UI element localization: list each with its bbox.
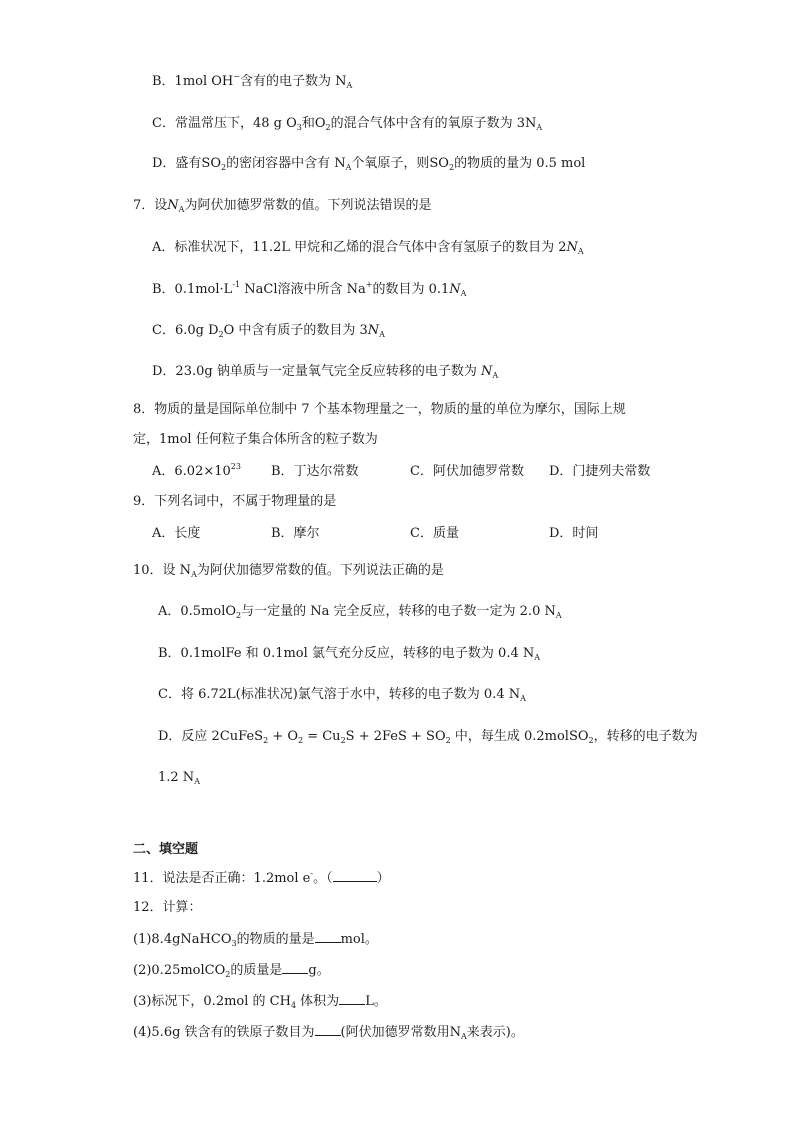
q7-option-c: C．6.0g $D_2O$ 中含有质子的数目为 $3N_A$ — [152, 323, 385, 339]
q12-stem: 12．计算： — [133, 900, 202, 915]
q6-option-c: C．常温常压下，48 g $O_3$和$O_2$的混合气体中含有的氧原子数为 $3N_A$ — [152, 116, 543, 132]
q10-stem: 10．设 $N_A$为阿伏加德罗常数的值。下列说法正确的是 — [133, 563, 444, 579]
section-heading-fill-in: 二、填空题 — [133, 842, 199, 857]
q8-option-a: A．$6.02\times 10^{23}$ — [152, 462, 241, 479]
q7-stem: 7．设$N_A$为阿伏加德罗常数的值。下列说法错误的是 — [133, 198, 432, 214]
q9-option-b: B．摩尔 — [271, 526, 320, 541]
q8-option-d: D．门捷列夫常数 — [549, 464, 651, 479]
q12-part3-blank[interactable] — [339, 991, 365, 1005]
q9-option-a: A．长度 — [152, 526, 201, 541]
q11-answer-blank[interactable] — [333, 868, 377, 882]
q12-part4: (4)5.6g 铁含有的铁原子数目为 (阿伏加德罗常数用$N_A$来表示)。 — [133, 1022, 524, 1043]
q9-stem: 9．下列名词中，不属于物理量的是 — [133, 494, 337, 509]
q12-part3: (3)标况下，0.2mol 的 $CH_4$ 体积为 L。 — [133, 991, 387, 1012]
q10-option-b: B．0.1molFe 和 0.1mol 氯气充分反应，转移的电子数为 0.4 $N_A$ — [158, 646, 541, 662]
q10-option-d: D．反应 2CuFeS$_2$ + $O_2 = Cu_2S + 2FeS + SO_2$ 中，每生成 0.2molSO$_2$，转移的电子数为 — [158, 729, 698, 745]
q12-part1-blank[interactable] — [315, 929, 341, 943]
q12-part1: (1)8.4gNaHCO$_3$的物质的量是 mol。 — [133, 929, 378, 950]
q6-option-b: B．1mol OH−含有的电子数为 $N_A$ — [152, 72, 353, 90]
q8-stem-line2: 定，1mol 任何粒子集合体所含的粒子数为 — [133, 432, 378, 447]
q7-option-d: D．23.0g 钠单质与一定量氧气完全反应转移的电子数为 $N_A$ — [152, 364, 499, 380]
q8-option-c: C．阿伏加德罗常数 — [410, 464, 524, 479]
q8-stem-line1: 8．物质的量是国际单位制中 7 个基本物理量之一，物质的量的单位为摩尔，国际上规 — [133, 402, 626, 417]
q10-option-a: A．0.5molO$_2$与一定量的 Na 完全反应，转移的电子数一定为 2.0 $N_A$ — [158, 604, 562, 620]
q10-option-c: C．将 6.72L(标准状况)氯气溶于水中，转移的电子数为 0.4 $N_A$ — [158, 687, 526, 703]
q12-part2: (2)0.25molCO$_2$的质量是 g。 — [133, 960, 330, 981]
q12-part2-blank[interactable] — [282, 960, 308, 974]
q7-option-a: A．标准状况下，11.2L 甲烷和乙烯的混合气体中含有氢原子的数目为 $2N_A$ — [152, 240, 584, 256]
q9-option-c: C．质量 — [410, 526, 459, 541]
q7-option-b: B．$0.1mol\cdot L^{-1}$ NaCl溶液中所含 Na+的数目为 $0.1N_A$ — [152, 280, 467, 298]
q11: 11．说法是否正确：1.2mol e-。（ ） — [133, 869, 390, 886]
q6-option-d: D．盛有$SO_2$的密闭容器中含有 $N_A$个氧原子，则$SO_2$的物质的量为 0.5 mol — [152, 156, 586, 172]
q10-option-d-continued: 1.2 $N_A$ — [158, 770, 200, 786]
q12-part4-blank[interactable] — [315, 1022, 341, 1036]
q9-option-d: D．时间 — [549, 526, 599, 541]
q8-option-b: B．丁达尔常数 — [271, 464, 359, 479]
